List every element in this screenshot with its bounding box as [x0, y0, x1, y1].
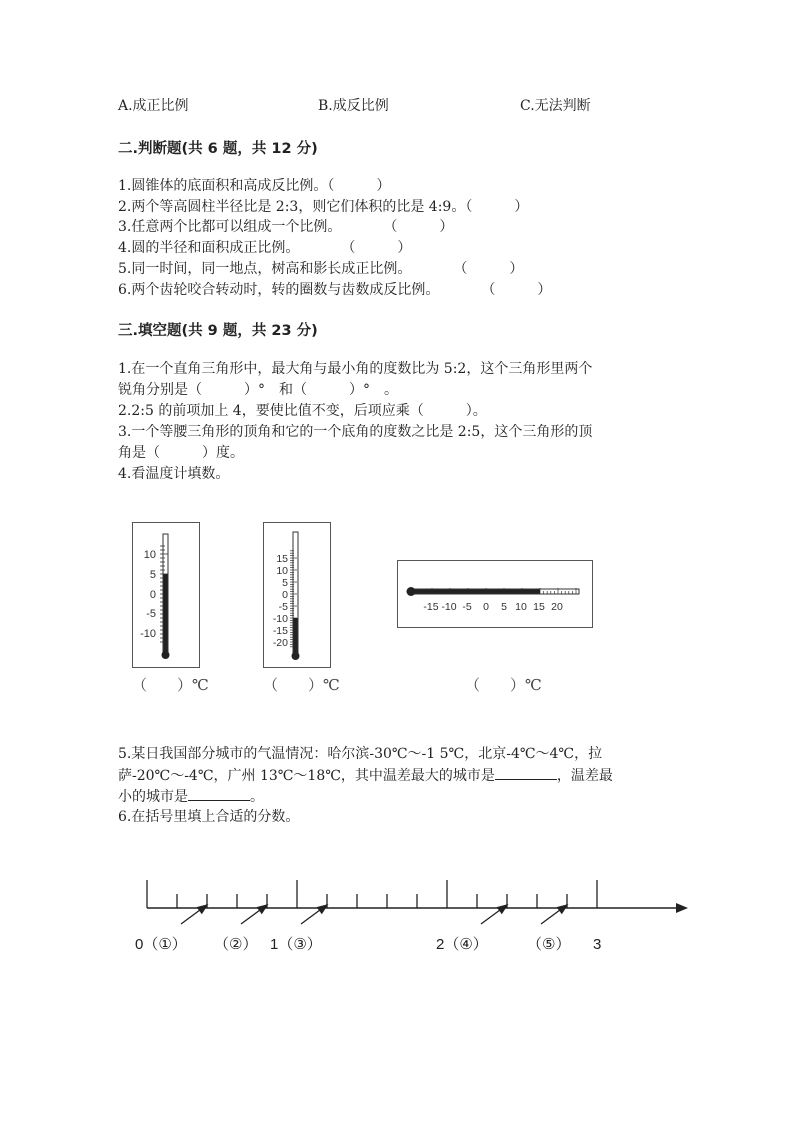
- fill-q5-line3-tail: 。: [250, 789, 264, 805]
- thermometer-3: [397, 560, 593, 628]
- t3-tick-label: 15: [533, 601, 545, 613]
- t3-tick-label: -15: [423, 601, 439, 613]
- number-line-label: （②）: [214, 936, 258, 953]
- t1-tick-label: 10: [143, 549, 156, 561]
- answer-blank-smallest[interactable]: [188, 786, 250, 801]
- number-line-label: 3: [593, 936, 602, 953]
- fill-q4: 4.看温度计填数。: [118, 466, 230, 482]
- t2-tick-label: -10: [272, 613, 288, 625]
- t2-tick-label: 15: [276, 553, 288, 565]
- choice-b[interactable]: B.成反比例: [318, 98, 389, 114]
- t2-tick-label: -15: [272, 625, 288, 637]
- pointer-arrowhead: [558, 905, 567, 913]
- judge-item-5: 5.同一时间，同一地点，树高和影长成正比例。 （ ）: [118, 261, 524, 277]
- fill-q5-line2-text: 萨-20℃～-4℃，广州 13℃～18℃，其中温差最大的城市是: [118, 768, 495, 784]
- number-line-label: （⑤）: [527, 936, 571, 953]
- thermometer-1: [132, 522, 200, 668]
- fill-q5-line2-tail: ，温差最: [556, 768, 613, 784]
- fill-q3-line2: 角是（ ）度。: [118, 445, 244, 461]
- fill-q5-line2: [118, 765, 613, 786]
- thermometer-1-mercury: [164, 574, 168, 654]
- judge-item-3: 3.任意两个比都可以组成一个比例。 （ ）: [118, 219, 454, 235]
- thermometer-2-bulb: [292, 652, 300, 660]
- thermometer-2: [263, 522, 331, 668]
- fill-q6: 6.在括号里填上合适的分数。: [118, 809, 300, 825]
- fill-q1-line2: 锐角分别是（ ）° 和（ ）° 。: [118, 382, 398, 398]
- fill-q5-line1: 5.某日我国部分城市的气温情况：哈尔滨-30℃～-1 5℃，北京-4℃～4℃，拉: [118, 746, 603, 762]
- fill-q1-line1: 1.在一个直角三角形中，最大角与最小角的度数比为 5:2，这个三角形里两个: [118, 361, 593, 377]
- number-line: [130, 872, 700, 962]
- t2-tick-label: 10: [276, 565, 288, 577]
- judge-item-1: 1.圆锥体的底面积和高成反比例。（ ）: [118, 178, 391, 194]
- fill-q3-line1: 3.一个等腰三角形的顶角和它的一个底角的度数之比是 2:5，这个三角形的顶: [118, 424, 593, 440]
- t1-tick-label: -10: [140, 628, 156, 640]
- t2-tick-label: 5: [282, 577, 288, 589]
- section2-title: 二.判断题(共 6 题，共 12 分): [118, 141, 318, 157]
- judge-item-6: 6.两个齿轮咬合转动时，转的圈数与齿数成反比例。 （ ）: [118, 282, 552, 298]
- t1-tick-label: 0: [149, 589, 156, 601]
- number-line-arrowhead: [676, 903, 688, 913]
- t3-tick-label: 5: [501, 601, 507, 613]
- pointer-arrowhead: [258, 905, 267, 913]
- fill-q2: 2.2:5 的前项加上 4，要使比值不变，后项应乘（ ）。: [118, 403, 487, 419]
- t1-tick-label: 5: [149, 569, 156, 581]
- choice-c[interactable]: C.无法判断: [520, 98, 591, 114]
- thermometer-3-answer[interactable]: （ ）℃: [465, 676, 542, 694]
- t2-tick-label: -20: [272, 637, 288, 649]
- thermometer-1-answer[interactable]: （ ）℃: [132, 676, 209, 694]
- t3-tick-label: -10: [441, 601, 457, 613]
- answer-blank-largest[interactable]: [495, 765, 557, 780]
- number-line-label: 1（③）: [270, 936, 322, 953]
- t3-tick-label: 20: [551, 601, 563, 613]
- number-line-label: 0（①）: [135, 936, 187, 953]
- thermometer-3-bulb: [407, 587, 416, 596]
- thermometer-2-answer[interactable]: （ ）℃: [263, 676, 340, 694]
- choice-a[interactable]: A.成正比例: [118, 98, 189, 114]
- t3-tick-label: 0: [483, 601, 489, 613]
- t1-tick-label: -5: [146, 608, 156, 620]
- number-line-label: 2（④）: [436, 936, 488, 953]
- pointer-arrowhead: [318, 905, 327, 913]
- judge-item-4: 4.圆的半径和面积成正比例。 （ ）: [118, 240, 412, 256]
- t3-tick-label: -5: [462, 601, 472, 613]
- pointer-arrowhead: [198, 905, 207, 913]
- section3-title: 三.填空题(共 9 题，共 23 分): [118, 323, 318, 339]
- thermometer-2-mercury: [294, 618, 298, 655]
- fill-q5-line3-text: 小的城市是: [118, 789, 188, 805]
- fill-q5-line3: [118, 786, 264, 807]
- t3-tick-label: 10: [515, 601, 527, 613]
- pointer-arrowhead: [498, 905, 507, 913]
- t2-tick-label: -5: [278, 601, 288, 613]
- t2-tick-label: 0: [282, 589, 288, 601]
- thermometer-1-bulb: [162, 651, 170, 659]
- thermometer-3-mercury: [411, 590, 540, 594]
- judge-item-2: 2.两个等高圆柱半径比是 2:3，则它们体积的比是 4:9。（ ）: [118, 199, 529, 215]
